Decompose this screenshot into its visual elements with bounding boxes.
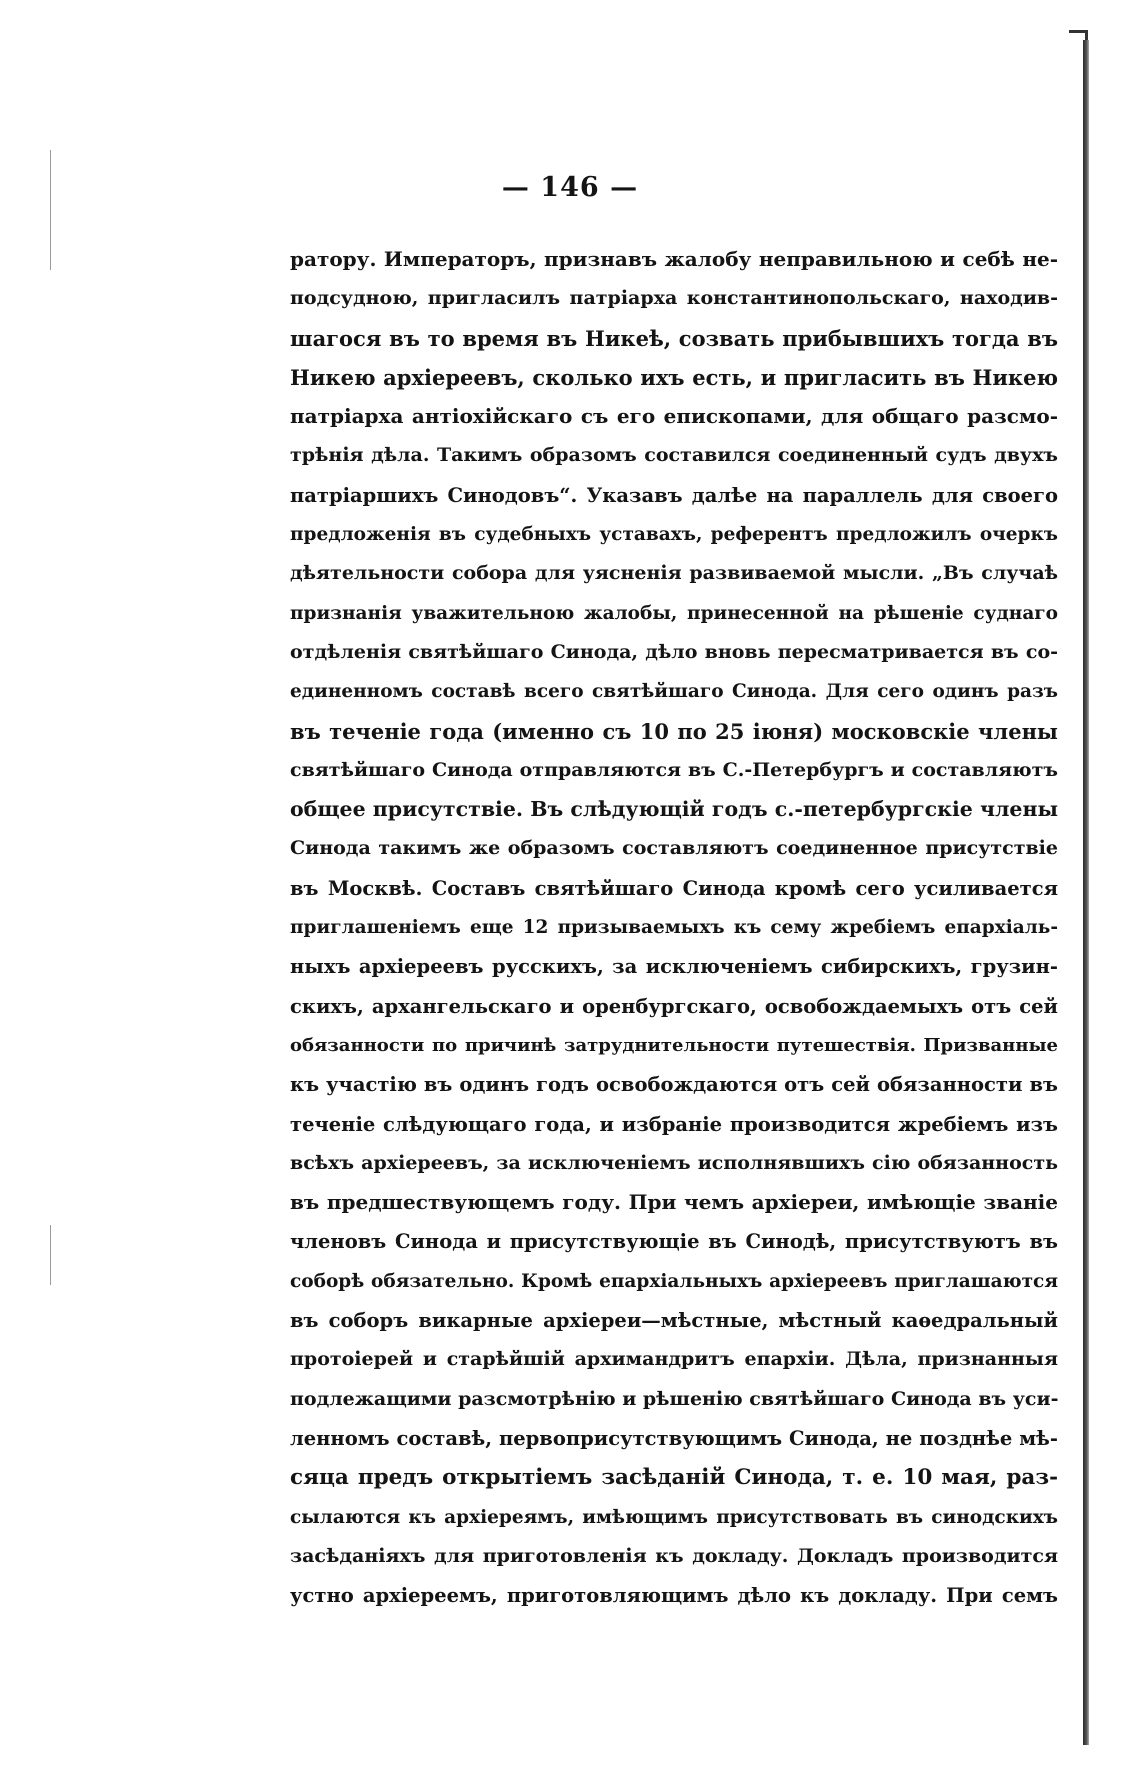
text-line: признанія уважительною жалобы, принесенной на рѣшеніе суднаго — [290, 602, 1058, 624]
text-line: ныхъ архіереевъ русскихъ, за исключеніемъ сибирскихъ, грузин- — [290, 955, 1058, 979]
text-line: подлежащими разсмотрѣнію и рѣшенію святѣйшаго Синода въ уси- — [290, 1387, 1059, 1410]
text-line: скихъ, архангельскаго и оренбургскаго, освобождаемыхъ отъ сей — [290, 994, 1058, 1018]
text-line: Никею архіереевъ, сколько ихъ есть, и пригласить въ Никею — [290, 364, 1058, 390]
text-line: единенномъ составѣ всего святѣйшаго Синода. Для сего одинъ разъ — [290, 681, 1058, 703]
text-line: трѣнія дѣла. Такимъ образомъ составился соединенный судъ двухъ — [290, 444, 1058, 467]
text-line: устно архіереемъ, приготовляющимъ дѣло къ докладу. При семъ — [290, 1584, 1058, 1608]
text-line: обязанности по причинѣ затруднительности путешествія. Призванные — [290, 1034, 1058, 1056]
text-line: сяца предъ открытіемъ засѣданій Синода, т. е. 10 мая, раз- — [290, 1465, 1058, 1491]
text-line: засѣданіяхъ для приготовленія къ докладу. Докладъ производится — [290, 1544, 1058, 1567]
text-line: святѣйшаго Синода отправляются въ С.-Петербургъ и составляютъ — [290, 758, 1058, 781]
text-line: въ теченіе года (именно съ 10 по 25 іюня) московскіе члены — [290, 718, 1058, 744]
text-line: отдѣленія святѣйшаго Синода, дѣло вновь пересматривается въ со- — [290, 640, 1058, 663]
text-line: шагося въ то время въ Никеѣ, созвать прибывшихъ тогда въ — [290, 325, 1058, 351]
scan-edge-bar — [1083, 40, 1089, 1745]
text-line: патріаршихъ Синодовъ“. Указавъ далѣе на параллель для своего — [290, 483, 1058, 507]
text-line: подсудною, пригласилъ патріарха константинопольскаго, находив- — [290, 287, 1058, 310]
gutter-mark — [50, 150, 51, 270]
text-line: патріарха антіохійскаго съ его епископами, для общаго разсмо- — [290, 404, 1058, 429]
text-line: дѣятельности собора для уясненія развиваемой мысли. „Въ случаѣ — [290, 562, 1058, 585]
text-line: всѣхъ архіереевъ, за исключеніемъ исполнявшихъ сію обязанность — [290, 1151, 1058, 1174]
gutter-mark — [50, 1225, 51, 1285]
text-line: предложенія въ судебныхъ уставахъ, референтъ предложилъ очеркъ — [290, 524, 1058, 546]
text-line: къ участію въ одинъ годъ освобождаются отъ сей обязанности въ — [290, 1073, 1058, 1097]
text-line: въ Москвѣ. Составъ святѣйшаго Синода кромѣ сего усиливается — [290, 876, 1058, 900]
text-line: общее присутствіе. Въ слѣдующій годъ с.-петербургскіе члены — [290, 797, 1058, 822]
text-line: сылаются къ архіереямъ, имѣющимъ присутствовать въ синодскихъ — [290, 1506, 1058, 1528]
text-line: протоіерей и старѣйшій архимандритъ епархіи. Дѣла, признанныя — [290, 1348, 1058, 1371]
text-line: ратору. Императоръ, признавъ жалобу неправильною и себѣ не- — [290, 247, 1058, 271]
body-text — [290, 240, 1058, 1615]
text-line: теченіе слѣдующаго года, и избраніе производится жребіемъ изъ — [290, 1112, 1058, 1136]
text-line: Синода такимъ же образомъ составляютъ соединенное присутствіе — [290, 837, 1058, 860]
text-line: членовъ Синода и присутствующіе въ Синодѣ, присутствуютъ въ — [290, 1230, 1058, 1254]
text-line: ленномъ составѣ, первоприсутствующимъ Синода, не позднѣе мѣ- — [290, 1426, 1058, 1450]
text-line: въ соборъ викарные архіереи—мѣстные, мѣстный каѳедральный — [290, 1309, 1058, 1333]
text-line: соборѣ обязательно. Кромѣ епархіальныхъ архіереевъ приглашаются — [290, 1270, 1058, 1292]
page-number: — 146 — — [501, 172, 639, 203]
text-line: въ предшествующемъ году. При чемъ архіереи, имѣющіе званіе — [290, 1190, 1058, 1215]
text-line: приглашеніемъ еще 12 призываемыхъ къ сему жребіемъ епархіаль- — [290, 917, 1058, 939]
